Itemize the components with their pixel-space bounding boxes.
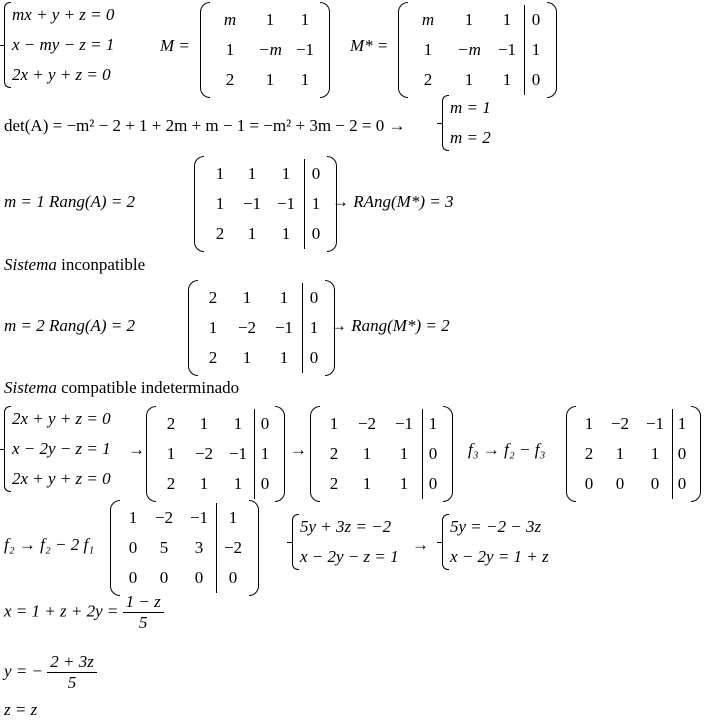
- system-1: [4, 0, 114, 90]
- matrix-mstar: m 1 1 0 1 −m −1 1 2 1 1 0: [398, 2, 557, 98]
- matrix-red-c: 1 −2 −1 1 2 1 1 0 0 0 0 0: [566, 406, 701, 502]
- eq-3: 2x + y + z = 0: [12, 65, 111, 84]
- solution-y: y = − $\frac{2 + 3z}{5}$: [4, 652, 97, 693]
- left-brace: [4, 2, 11, 88]
- matrix-mstar-label: M* =: [350, 36, 389, 55]
- conclusion-2: Sistema compatible indeterminado: [4, 378, 240, 397]
- matrix-m-label: M =: [160, 36, 190, 55]
- solution-x: x = 1 + z + 2y = $\frac{1 - z}{5}$: [4, 592, 164, 633]
- arrow-3: →: [412, 535, 429, 554]
- case2-matrix: 2 1 1 0 1 −2 −1 1 2 1 1 0: [188, 280, 335, 376]
- matrix-red-b: 1 −2 −1 1 2 1 1 0 2 1 1 0: [310, 406, 453, 502]
- system-2: 2x + y + z = 0 x − 2y − z = 1 2x + y + z = 0: [4, 404, 111, 494]
- system-4: 5y = −2 − 3z x − 2y = 1 + z: [442, 512, 549, 572]
- case1-matrix: 1 1 1 0 1 −1 −1 1 2 1 1 0: [194, 156, 337, 252]
- arrow-2: →: [290, 440, 307, 459]
- matrix-red-a: 2 1 1 0 1 −2 −1 1 2 1 1 0: [146, 406, 285, 502]
- case2-left: m = 2 Rang(A) = 2: [4, 316, 136, 335]
- op-1: f₃ → f₂ − f₃: [468, 440, 546, 459]
- matrix-red-d: 1 −2 −1 1 0 5 3 −2 0 0 0 0: [110, 500, 259, 596]
- solution-z: z = z: [4, 700, 38, 719]
- eq-1: mx + y + z = 0: [12, 5, 115, 24]
- arrow-1: →: [128, 440, 145, 459]
- conclusion-1: Sistema inconpatible: [4, 255, 146, 274]
- system-3: 5y + 3z = −2 x − 2y − z = 1: [292, 512, 399, 572]
- det-cases: m = 1 m = 2: [442, 93, 491, 153]
- eq-2: x − my − z = 1: [12, 35, 115, 54]
- matrix-m: m 1 1 1 −m −1 2 1 1: [200, 2, 330, 98]
- case2-right: → Rang(M*) = 2: [330, 316, 450, 335]
- case1-right: → RAng(M*) = 3: [332, 192, 454, 211]
- determinant-line: det(A) = −m² − 2 + 1 + 2m + m − 1 = −m² + 3m − 2 = 0 →: [4, 116, 406, 135]
- op-2: f₂ → f₂ − 2 f₁: [4, 535, 95, 554]
- case1-left: m = 1 Rang(A) = 2: [4, 192, 136, 211]
